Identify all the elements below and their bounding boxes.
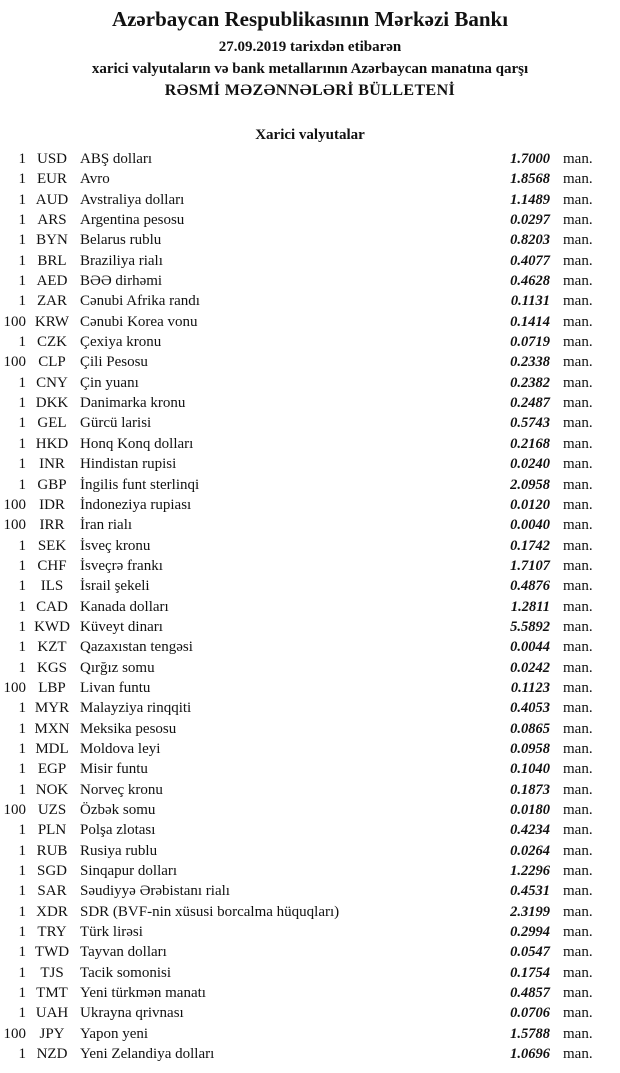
rate-row	[0, 312, 620, 332]
quantity: 1	[18, 761, 26, 778]
unit-label: man.	[563, 435, 593, 452]
rate-value: 0.1873	[510, 781, 550, 798]
unit-label: man.	[563, 924, 593, 941]
currency-code: PLN	[37, 822, 67, 839]
rate-row	[0, 820, 620, 840]
rate-row	[0, 637, 620, 657]
currency-name: Yapon yeni	[80, 1025, 149, 1042]
rate-row	[0, 719, 620, 739]
rate-value: 0.4053	[510, 700, 550, 717]
currency-name: Malayziya rinqqiti	[80, 700, 192, 717]
quantity: 100	[3, 354, 26, 371]
currency-code: AUD	[35, 191, 69, 208]
currency-code: GBP	[37, 476, 67, 493]
rate-value: 0.2382	[510, 374, 550, 391]
currency-code: TMT	[36, 985, 68, 1002]
rate-value: 0.0120	[510, 496, 550, 513]
quantity: 1	[18, 252, 26, 269]
rate-value: 0.4077	[510, 252, 550, 269]
rate-value: 0.1742	[510, 537, 550, 554]
rate-value: 0.0865	[510, 720, 550, 737]
currency-code: DKK	[35, 395, 69, 412]
currency-code: ARS	[37, 212, 67, 229]
rate-row	[0, 942, 620, 962]
rate-value: 2.3199	[510, 903, 550, 920]
currency-code: IRR	[39, 517, 65, 534]
rate-value: 0.0040	[510, 517, 550, 534]
rate-value: 0.0264	[510, 842, 550, 859]
document-header	[0, 7, 620, 100]
quantity: 1	[18, 395, 26, 412]
rate-value: 0.1040	[510, 761, 550, 778]
currency-code: XDR	[36, 903, 68, 920]
currency-name: Misir funtu	[80, 761, 148, 778]
unit-label: man.	[563, 578, 593, 595]
currency-code: EGP	[37, 761, 67, 778]
rate-row	[0, 271, 620, 291]
currency-name: BƏƏ dirhəmi	[80, 273, 163, 290]
rate-row	[0, 251, 620, 271]
rate-value: 0.4628	[510, 273, 550, 290]
quantity: 1	[18, 740, 26, 757]
unit-label: man.	[563, 456, 593, 473]
unit-label: man.	[563, 903, 593, 920]
unit-label: man.	[563, 883, 593, 900]
rate-value: 0.2487	[510, 395, 550, 412]
quantity: 1	[18, 171, 26, 188]
currency-name: İsveçrə frankı	[80, 557, 163, 574]
rate-row	[0, 495, 620, 515]
quantity: 1	[18, 191, 26, 208]
unit-label: man.	[563, 842, 593, 859]
currency-name: Cənubi Korea vonu	[80, 313, 198, 330]
unit-label: man.	[563, 700, 593, 717]
rate-value: 0.1414	[510, 313, 550, 330]
rate-row	[0, 230, 620, 250]
unit-label: man.	[563, 537, 593, 554]
unit-label: man.	[563, 659, 593, 676]
quantity: 1	[18, 578, 26, 595]
currency-name: Tacik somonisi	[80, 964, 172, 981]
rate-row	[0, 678, 620, 698]
currency-code: SAR	[37, 883, 67, 900]
quantity: 1	[18, 415, 26, 432]
rate-value: 1.7000	[510, 151, 550, 167]
rate-row	[0, 169, 620, 189]
currency-name: Meksika pesosu	[80, 720, 177, 737]
unit-label: man.	[563, 354, 593, 371]
unit-label: man.	[563, 273, 593, 290]
currency-code: UZS	[37, 802, 67, 818]
quantity: 1	[18, 1046, 26, 1063]
rate-row	[0, 841, 620, 861]
currency-code: ZAR	[37, 293, 67, 310]
rate-row	[0, 291, 620, 311]
rate-value: 0.0719	[510, 334, 550, 351]
rate-row	[0, 658, 620, 678]
unit-label: man.	[563, 802, 593, 818]
quantity: 1	[18, 557, 26, 574]
currency-name: Küveyt dinarı	[80, 618, 163, 635]
rate-row	[0, 1003, 620, 1023]
currency-code: CNY	[36, 374, 68, 391]
bank-name-title: Azərbaycan Respublikasının Mərkəzi Bankı	[111, 7, 509, 31]
currency-code: MDL	[35, 740, 69, 757]
unit-label: man.	[563, 557, 593, 574]
rate-value: 1.0696	[510, 1046, 550, 1063]
quantity: 1	[18, 476, 26, 493]
currency-name: Gürcü larisi	[80, 415, 152, 432]
currency-code: TWD	[34, 944, 70, 961]
currency-name: Hindistan rupisi	[80, 456, 177, 473]
unit-label: man.	[563, 618, 593, 635]
quantity: 100	[3, 679, 26, 696]
rate-value: 0.0180	[510, 802, 550, 818]
rate-row	[0, 475, 620, 495]
currency-name: Yeni Zelandiya dolları	[80, 1046, 215, 1063]
currency-name: Braziliya rialı	[80, 252, 163, 269]
rate-value: 0.0044	[510, 639, 550, 656]
rates-table	[0, 149, 620, 1064]
currency-name: Moldova leyi	[80, 740, 161, 757]
rate-value: 0.8203	[510, 232, 550, 249]
currency-name: Cənubi Afrika randı	[80, 293, 200, 310]
rate-row	[0, 536, 620, 556]
currency-code: TJS	[40, 964, 64, 981]
rate-value: 0.0297	[510, 212, 550, 229]
rate-row	[0, 1044, 620, 1064]
quantity: 1	[18, 924, 26, 941]
rate-value: 1.8568	[510, 171, 550, 188]
currency-name: Norveç kronu	[80, 781, 163, 798]
rate-value: 1.2296	[510, 863, 550, 880]
currency-name: Rusiya rublu	[80, 842, 158, 859]
quantity: 1	[18, 293, 26, 310]
rate-value: 0.1131	[510, 293, 550, 310]
rate-row	[0, 800, 620, 820]
quantity: 1	[18, 537, 26, 554]
currency-code: HKD	[35, 435, 69, 452]
rate-row	[0, 881, 620, 901]
currency-code: NOK	[35, 781, 69, 798]
unit-label: man.	[563, 598, 593, 615]
currency-code: CZK	[37, 334, 67, 351]
currency-code: USD	[36, 151, 67, 167]
unit-label: man.	[563, 232, 593, 249]
unit-label: man.	[563, 191, 593, 208]
unit-label: man.	[563, 781, 593, 798]
quantity: 1	[18, 985, 26, 1002]
rate-value: 0.5743	[510, 415, 550, 432]
currency-code: MXN	[34, 720, 70, 737]
rate-row	[0, 149, 620, 169]
quantity: 1	[18, 273, 26, 290]
unit-label: man.	[563, 639, 593, 656]
rate-row	[0, 597, 620, 617]
quantity: 1	[18, 1005, 26, 1022]
currency-code: MYR	[34, 700, 70, 717]
currency-name: İsrail şekeli	[80, 578, 150, 595]
rate-value: 2.0958	[510, 476, 550, 493]
unit-label: man.	[563, 496, 593, 513]
rate-row	[0, 393, 620, 413]
rate-value: 0.2338	[510, 354, 550, 371]
rate-value: 0.0706	[510, 1005, 550, 1022]
rate-row	[0, 210, 620, 230]
unit-label: man.	[563, 679, 593, 696]
unit-label: man.	[563, 761, 593, 778]
rate-value: 1.2811	[510, 598, 550, 615]
quantity: 100	[3, 1025, 26, 1042]
currency-name: Qazaxıstan tengəsi	[80, 639, 193, 656]
rate-row	[0, 434, 620, 454]
currency-name: Tayvan dolları	[80, 944, 167, 961]
rate-row	[0, 1024, 620, 1044]
unit-label: man.	[563, 740, 593, 757]
section-title-foreign-currencies: Xarici valyutalar	[255, 127, 365, 143]
unit-label: man.	[563, 171, 593, 188]
rate-row	[0, 190, 620, 210]
rate-value: 5.5892	[510, 618, 550, 635]
rate-value: 1.1489	[510, 191, 550, 208]
currency-name: Çili Pesosu	[80, 354, 148, 371]
quantity: 1	[18, 598, 26, 615]
rate-value: 0.2168	[510, 435, 550, 452]
rate-row	[0, 759, 620, 779]
currency-code: IDR	[39, 496, 65, 513]
bulletin-title: RƏSMİ MƏZƏNNƏLƏRİ BÜLLETENİ	[164, 82, 456, 100]
currency-code: TRY	[37, 924, 67, 941]
unit-label: man.	[563, 313, 593, 330]
rate-row	[0, 780, 620, 800]
rate-value: 0.2994	[510, 924, 550, 941]
rate-row	[0, 617, 620, 637]
quantity: 1	[18, 964, 26, 981]
quantity: 100	[3, 517, 26, 534]
unit-label: man.	[563, 212, 593, 229]
currency-name: SDR (BVF-nin xüsusi borcalma hüquqları)	[80, 903, 340, 920]
unit-label: man.	[563, 964, 593, 981]
currency-name: Səudiyyə Ərəbistanı rialı	[80, 883, 230, 900]
quantity: 100	[3, 496, 26, 513]
rate-row	[0, 902, 620, 922]
quantity: 1	[18, 883, 26, 900]
currency-name: Özbək somu	[80, 802, 156, 818]
rate-row	[0, 515, 620, 535]
quantity: 1	[18, 212, 26, 229]
currency-name: Avstraliya dolları	[80, 191, 185, 208]
rate-row	[0, 454, 620, 474]
currency-code: BYN	[36, 232, 68, 249]
unit-label: man.	[563, 334, 593, 351]
subject-line: xarici valyutaların və bank metallarının Azərbaycan manatına qarşı	[91, 61, 529, 78]
unit-label: man.	[563, 415, 593, 432]
currency-name: Yeni türkmən manatı	[80, 985, 206, 1002]
unit-label: man.	[563, 944, 593, 961]
currency-name: Belarus rublu	[80, 232, 162, 249]
currency-name: İsveç kronu	[80, 537, 151, 554]
currency-name: ABŞ dolları	[80, 151, 153, 167]
currency-code: CHF	[37, 557, 67, 574]
quantity: 1	[18, 944, 26, 961]
currency-code: KZT	[37, 639, 67, 656]
quantity: 1	[18, 618, 26, 635]
currency-name: Türk lirəsi	[80, 924, 143, 941]
unit-label: man.	[563, 985, 593, 1002]
unit-label: man.	[563, 374, 593, 391]
currency-code: KWD	[34, 618, 70, 635]
currency-code: JPY	[39, 1025, 65, 1042]
currency-code: GEL	[37, 415, 67, 432]
quantity: 1	[18, 822, 26, 839]
quantity: 1	[18, 639, 26, 656]
rate-value: 0.0547	[510, 944, 550, 961]
quantity: 1	[18, 334, 26, 351]
rate-value: 0.0242	[510, 659, 550, 676]
currency-name: Livan funtu	[80, 679, 151, 696]
rate-value: 0.0958	[510, 740, 550, 757]
quantity: 100	[3, 802, 26, 818]
unit-label: man.	[563, 151, 593, 167]
rate-value: 0.1123	[510, 679, 550, 696]
currency-name: Avro	[80, 171, 110, 188]
currency-code: SGD	[36, 863, 67, 880]
quantity: 1	[18, 863, 26, 880]
unit-label: man.	[563, 822, 593, 839]
unit-label: man.	[563, 476, 593, 493]
quantity: 1	[18, 151, 26, 167]
effective-date-line: 27.09.2019 tarixdən etibarən	[218, 39, 402, 56]
currency-name: Argentina pesosu	[80, 212, 185, 229]
unit-label: man.	[563, 252, 593, 269]
rate-row	[0, 739, 620, 759]
rate-value: 0.0240	[510, 456, 550, 473]
unit-label: man.	[563, 517, 593, 534]
currency-name: Polşa zlotası	[80, 822, 156, 839]
rate-value: 0.4234	[510, 822, 550, 839]
currency-code: RUB	[36, 842, 68, 859]
unit-label: man.	[563, 863, 593, 880]
currency-code: UAH	[35, 1005, 69, 1022]
currency-name: Kanada dolları	[80, 598, 169, 615]
unit-label: man.	[563, 1025, 593, 1042]
currency-name: Çin yuanı	[80, 374, 139, 391]
rate-value: 0.4531	[510, 883, 550, 900]
currency-name: Ukrayna qrivnası	[80, 1005, 184, 1022]
rate-row	[0, 861, 620, 881]
currency-name: Çexiya kronu	[80, 334, 162, 351]
rate-row	[0, 413, 620, 433]
rate-value: 0.1754	[510, 964, 550, 981]
rate-row	[0, 373, 620, 393]
currency-code: AED	[36, 273, 68, 290]
rate-row	[0, 983, 620, 1003]
quantity: 1	[18, 720, 26, 737]
currency-name: Qırğız somu	[80, 659, 155, 676]
currency-name: Sinqapur dolları	[80, 863, 178, 880]
quantity: 1	[18, 456, 26, 473]
quantity: 1	[18, 781, 26, 798]
currency-code: KRW	[34, 313, 70, 330]
quantity: 1	[18, 700, 26, 717]
currency-code: CLP	[38, 354, 66, 371]
rate-value: 1.5788	[510, 1025, 550, 1042]
rate-row	[0, 922, 620, 942]
currency-code: SEK	[37, 537, 67, 554]
quantity: 1	[18, 659, 26, 676]
rate-row	[0, 576, 620, 596]
unit-label: man.	[563, 395, 593, 412]
currency-code: LBP	[38, 679, 66, 696]
currency-name: İngilis funt sterlinqi	[80, 476, 200, 493]
unit-label: man.	[563, 1005, 593, 1022]
quantity: 1	[18, 903, 26, 920]
currency-name: İran rialı	[80, 517, 133, 534]
quantity: 100	[3, 313, 26, 330]
unit-label: man.	[563, 1046, 593, 1063]
currency-code: INR	[39, 456, 65, 473]
currency-code: BRL	[37, 252, 67, 269]
rate-row	[0, 698, 620, 718]
currency-code: KGS	[36, 659, 67, 676]
currency-name: İndoneziya rupiası	[80, 496, 192, 513]
currency-code: CAD	[36, 598, 68, 615]
quantity: 1	[18, 435, 26, 452]
currency-code: NZD	[36, 1046, 68, 1063]
currency-code: ILS	[40, 578, 64, 595]
rate-row	[0, 556, 620, 576]
currency-name: Honq Konq dolları	[80, 435, 194, 452]
currency-name: Danimarka kronu	[80, 395, 186, 412]
unit-label: man.	[563, 720, 593, 737]
rate-row	[0, 332, 620, 352]
quantity: 1	[18, 842, 26, 859]
quantity: 1	[18, 374, 26, 391]
rate-value: 1.7107	[510, 557, 550, 574]
rate-row	[0, 352, 620, 372]
quantity: 1	[18, 232, 26, 249]
rate-row	[0, 963, 620, 983]
rate-value: 0.4876	[510, 578, 550, 595]
currency-code: EUR	[37, 171, 67, 188]
rate-value: 0.4857	[510, 985, 550, 1002]
unit-label: man.	[563, 293, 593, 310]
